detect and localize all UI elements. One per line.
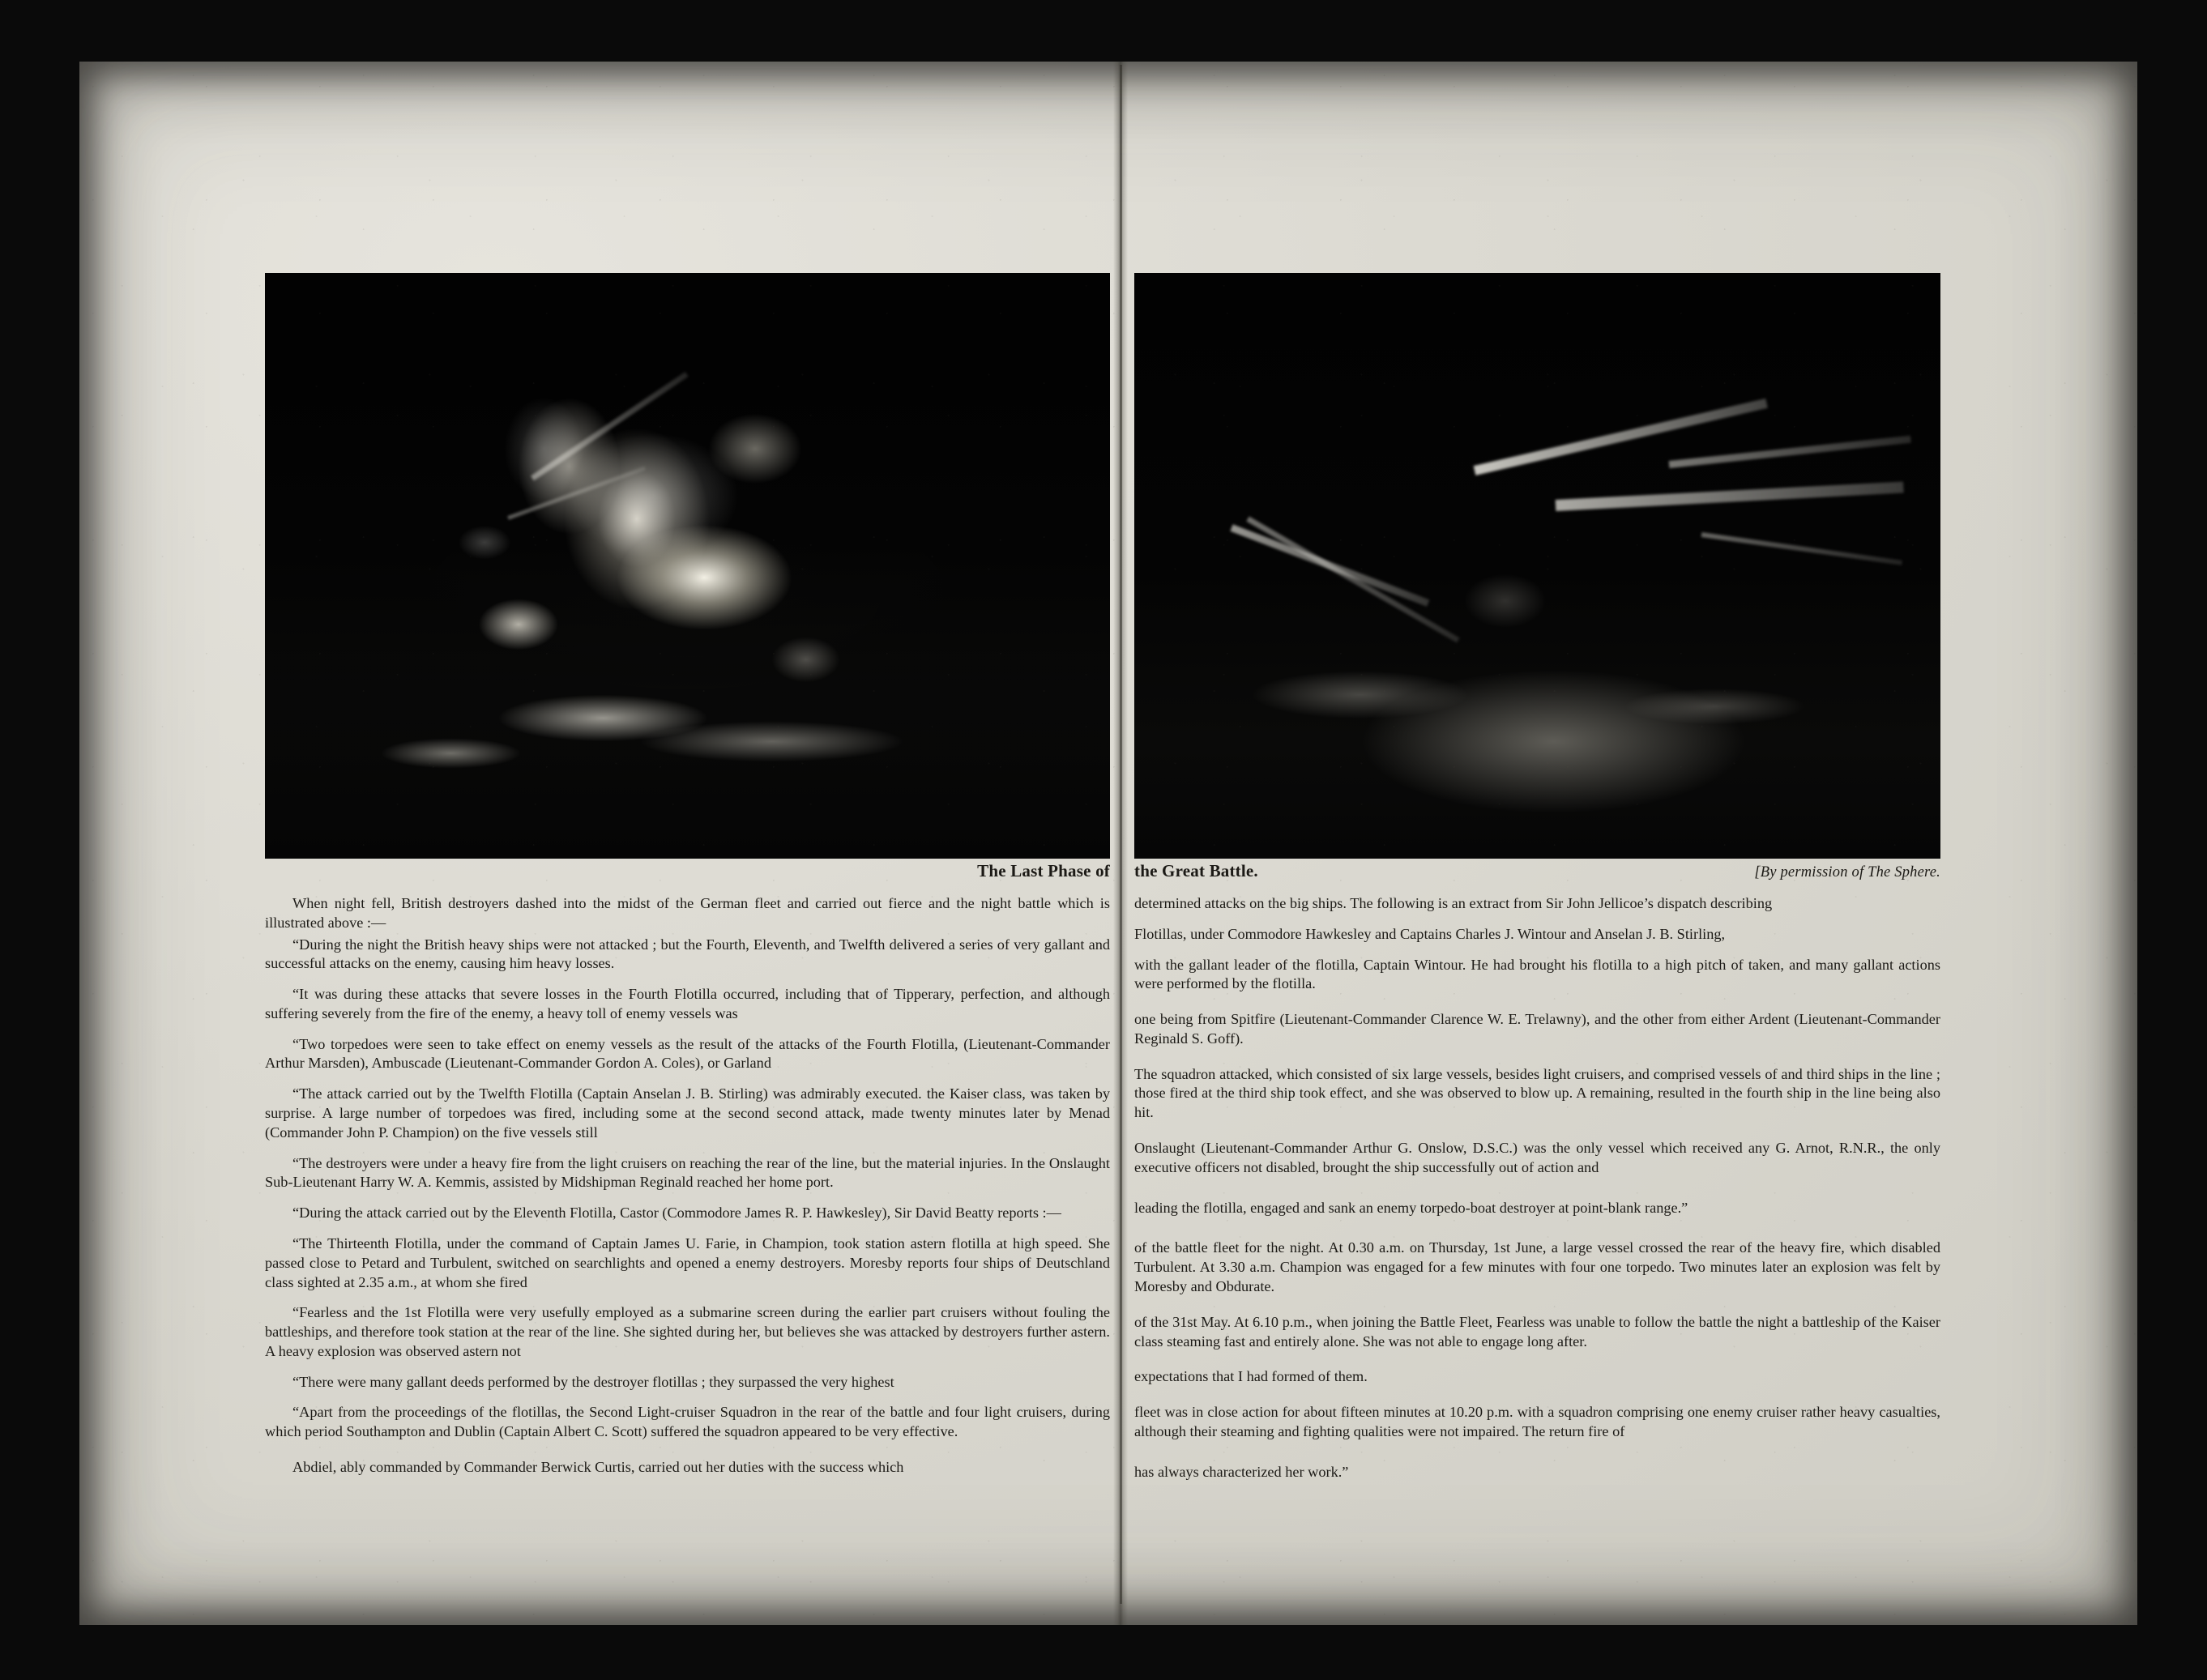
paragraph: “The destroyers were under a heavy fire from the light cruisers on reaching the rear of the line, but the material injuries. In the Onslaught Sub-Lieutenant Harry W. A. Kemmis, assisted by Midshipman Reginald reached her home port. <box>265 1154 1110 1191</box>
paragraph: When night fell, British destroyers dashed into the midst of the German fleet and carried out fierce and the night battle which is illustrated above :— <box>265 895 1110 931</box>
paragraph: “During the night the British heavy ships were not attacked ; but the Fourth, Eleventh, and Twelfth delivered a series of very gallant and successful attacks on the enemy, causing him heavy losses. <box>265 936 1110 972</box>
illustration-left <box>265 273 1110 859</box>
paragraph: leading the flotilla, engaged and sank an enemy torpedo-boat destroyer at point-blank range.” <box>1134 1199 1688 1216</box>
paragraph: with the gallant leader of the flotilla, Captain Wintour. He had brought his flotilla to a high pitch of taken, and many gallant actions were performed by the flotilla. <box>1134 956 1940 992</box>
paragraph: “Two torpedoes were seen to take effect on enemy vessels as the result of the attacks of the Fourth Flotilla, (Lieutenant-Commander Arthur Marsden), Ambuscade (Lieutenant-Commander Gordon A. Coles), or Garland <box>265 1035 1110 1072</box>
paragraph: one being from Spitfire (Lieutenant-Commander Clarence W. E. Trelawny), and the other from either Ardent (Lieutenant-Commander Reginald S. Goff). <box>1134 1011 1940 1047</box>
paragraph: of the 31st May. At 6.10 p.m., when joining the Battle Fleet, Fearless was unable to follow the battle the night a battleship of the Kaiser class steaming fast and entirely alone. She was not able to engage long after. <box>1134 1313 1940 1350</box>
caption-left-title: The Last Phase of <box>977 861 1110 881</box>
smoke-overlay-left <box>265 273 1110 859</box>
paragraph: expectations that I had formed of them. <box>1134 1368 1368 1385</box>
caption-right-title: the Great Battle. <box>1134 861 1258 881</box>
paragraph: Flotillas, under Commodore Hawkesley and Captains Charles J. Wintour and Anselan J. B. Stirling, <box>1134 925 1726 942</box>
paragraph: “The attack carried out by the Twelfth Flotilla (Captain Anselan J. B. Stirling) was admirably executed. the Kaiser class, was taken by surprise. A large number of torpedoes was fired, including some at the second second attack, made twenty minutes later by Menad (Commander John P. Champion) on the five vessels still <box>265 1085 1110 1141</box>
paragraph: “Fearless and the 1st Flotilla were very usefully employed as a submarine screen during the earlier part cruisers without fouling the battleships, and therefore took station at the rear of the line. She sighted during her, but believes she was attacked by destroyers further astern. A heavy explosion was observed astern not <box>265 1304 1110 1359</box>
caption-credit: [By permission of The Sphere. <box>1754 864 1940 881</box>
paragraph: “Apart from the proceedings of the flotillas, the Second Light-cruiser Squadron in the rear of the battle and four light cruisers, during which period Southampton and Dublin (Captain Albert C. Scott) suffered the squadron appeared to be very effective. <box>265 1404 1110 1440</box>
paragraph: “During the attack carried out by the Eleventh Flotilla, Castor (Commodore James R. P. Hawkesley), Sir David Beatty reports :— <box>292 1205 1061 1222</box>
night-battle-right-art <box>1134 273 1940 859</box>
paragraph: of the battle fleet for the night. At 0.30 a.m. on Thursday, 1st June, a large vessel crossed the rear of the heavy fire, which disabled Turbulent. At 3.30 a.m. Champion was engaged for a few minutes with four one torpedo. Two minutes later an explosion was felt by Moresby and Obdurate. <box>1134 1239 1940 1294</box>
paragraph: determined attacks on the big ships. The following is an extract from Sir John Jellicoe’s dispatch describing <box>1134 895 1773 911</box>
paragraph: Onslaught (Lieutenant-Commander Arthur G. Onslow, D.S.C.) was the only vessel which received any G. Arnot, R.N.R., the only executive officers not disabled, brought the ship successfully out of action and <box>1134 1140 1940 1175</box>
right-text-column <box>1134 861 1940 1484</box>
page-fold-line <box>1120 65 1122 1604</box>
paragraph: “It was during these attacks that severe losses in the Fourth Flotilla occurred, including that of Tipperary, perfection, and although suffering severely from the fire of the enemy, a heavy toll of enemy vessels was <box>265 986 1110 1021</box>
caption-left <box>265 861 1110 881</box>
paragraph: The squadron attacked, which consisted of six large vessels, besides light cruisers, and comprised vessels of and third ships in the line ; those fired at the third ship took effect, and she was observed to blow up. A remaining, resulted in the fourth ship in the line being also hit. <box>1134 1065 1940 1121</box>
caption-right <box>1134 861 1940 881</box>
paragraph: fleet was in close action for about fifteen minutes at 10.20 p.m. with a squadron comprising one enemy cruiser rather heavy casualties, although their steaming and fighting qualities were not impaired. The return fire of <box>1134 1404 1940 1439</box>
left-text-column <box>265 861 1110 1480</box>
paragraph: Abdiel, ably commanded by Commander Berwick Curtis, carried out her duties with the success which <box>292 1458 904 1475</box>
paragraph: “There were many gallant deeds performed by the destroyer flotillas ; they surpassed the very highest <box>292 1373 894 1390</box>
paragraph: “The Thirteenth Flotilla, under the command of Captain James U. Farie, in Champion, took station astern flotilla at high speed. She passed close to Petard and Turbulent, switched on searchlights and opened a enemy destroyers. Moresby reports four ships of Deutschland class sighted at 2.35 a.m., at whom she fired <box>265 1234 1110 1290</box>
illustration-right <box>1134 273 1940 859</box>
paragraph: has always characterized her work.” <box>1134 1463 1349 1480</box>
